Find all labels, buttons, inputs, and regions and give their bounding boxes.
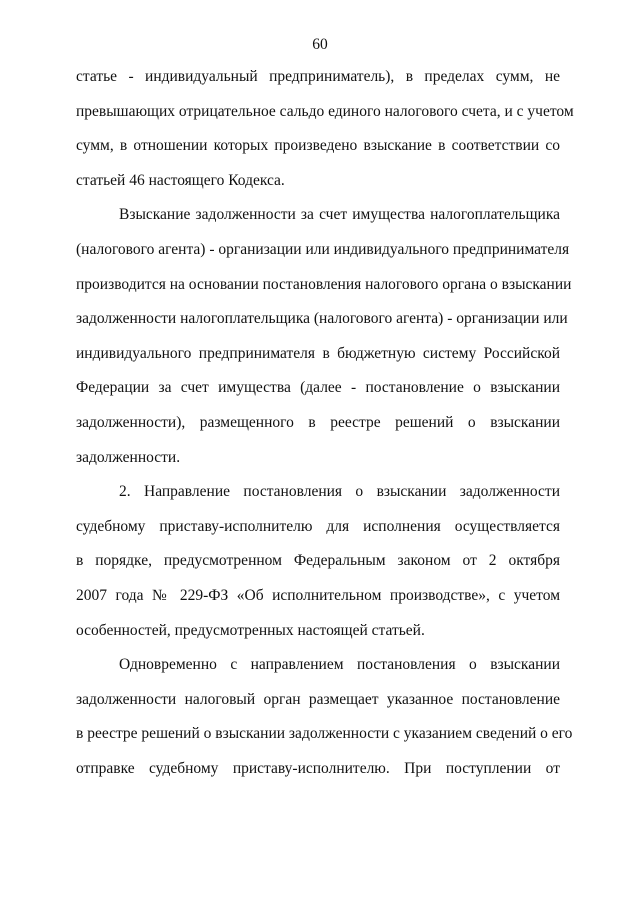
text-line: производится на основании постановления налогового органа о взыскании — [76, 275, 572, 293]
text-line: задолженности), размещенного в реестре решений о взыскании — [76, 413, 560, 431]
text-line: статье - индивидуальный предприниматель), в пределах сумм, не — [76, 68, 560, 85]
text-line: 2. Направление постановления о взыскании задолженности — [119, 483, 560, 501]
text-line: (налогового агента) - организации или индивидуального предпринимателя — [76, 240, 570, 258]
text-line: особенностей, предусмотренных настоящей статьей. — [76, 621, 425, 639]
text-line: судебному приставу-исполнителю для исполнения осуществляется — [76, 517, 560, 535]
body-text — [76, 60, 574, 786]
text-line: статьей 46 настоящего Кодекса. — [76, 171, 285, 189]
text-line: Одновременно с направлением постановления о взыскании — [119, 656, 560, 674]
text-line: задолженности налоговый орган размещает указанное постановление — [76, 690, 560, 708]
text-line: Взыскание задолженности за счет имущества налогоплательщика — [119, 206, 560, 224]
text-line: в порядке, предусмотренном Федеральным законом от 2 октября — [76, 552, 560, 570]
text-line: Федерации за счет имущества (далее - постановление о взыскании — [76, 379, 560, 397]
text-line: отправке судебному приставу-исполнителю. При поступлении от — [76, 759, 560, 777]
page-number: 60 — [312, 36, 328, 53]
text-line: превышающих отрицательное сальдо единого налогового счета, и с учетом — [76, 102, 574, 120]
text-line: в реестре решений о взыскании задолженности с указанием сведений о его — [76, 725, 573, 743]
text-line: задолженности. — [76, 448, 181, 466]
text-line: сумм, в отношении которых произведено взыскание в соответствии со — [76, 137, 560, 155]
text-line: задолженности налогоплательщика (налогового агента) - организации или — [76, 310, 568, 328]
text-line: индивидуального предпринимателя в бюджетную систему Российской — [76, 344, 560, 362]
text-line: 2007 года № 229-ФЗ «Об исполнительном производстве», с учетом — [76, 586, 560, 604]
